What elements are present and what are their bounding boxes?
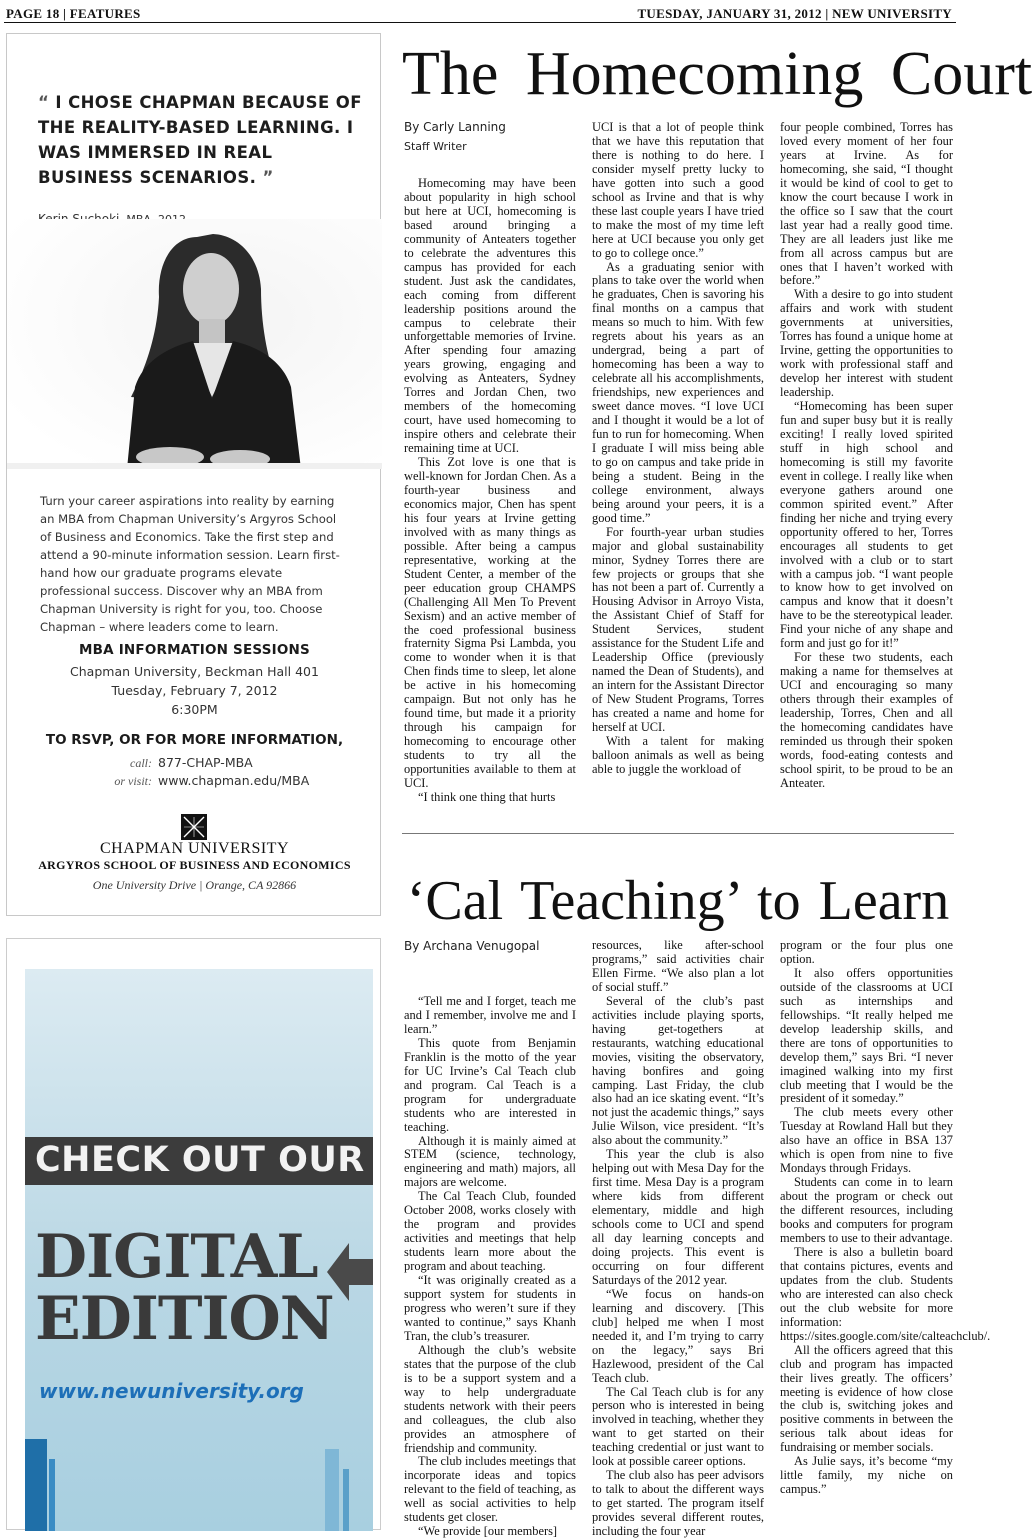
chapman-advertisement[interactable] xyxy=(6,33,381,916)
paragraph: As a graduating senior with plans to take over the world when he graduates, Chen is savoring his final months on a campus that means so much to him. With few regrets about his years as an undergrad, being a part of homecoming has been a way to celebrate all his accomplishments, friendships, new experiences and sweet dance moves. “I love UCI and I thought it would be a lot of fun to run for homecoming. When I graduate I will miss being able to go on campus and take pride in being a student. Being in the college environment, always being around your peers, it is a good time.” xyxy=(592,259,764,525)
paragraph: All the officers agreed that this club and program has impacted their lives greatly. The officers’ meeting is evidence of how close the club is, switching jokes and positive comments in between the serious talk about ideas for fundraising or member socials. xyxy=(780,1342,953,1455)
page-section-label: PAGE 18 | FEATURES xyxy=(6,6,141,21)
paragraph: It also offers opportunities outside of the classrooms at UCI such as internships and fellowships. “It really helped me develop leadership skills, and there are tons of opportunities to develop them,” says Bri. “I never imagined walking into my first club meeting that I would be the president of it someday.” xyxy=(780,965,953,1106)
chapman-logo-icon xyxy=(181,814,207,840)
newuniversity-url-link[interactable]: www.newuniversity.org xyxy=(39,1379,304,1403)
paragraph: With a desire to go into student affairs and work with student governments at universities, Torres has found a unique home at Irvine, getting the opportunities to work with professional staff and develop her interest with student leadership. xyxy=(780,287,953,400)
check-out-heading: CHECK OUT OUR xyxy=(35,1140,365,1180)
paragraph: The Cal Teach Club, founded October 2008, works closely with the program and provides activities and meetings that help students learn more about the program and about teaching. xyxy=(404,1189,576,1274)
cal-teach-headline: ‘Cal Teaching’ to Learn xyxy=(406,870,950,932)
paragraph: This Zot love is one that is well-known for Jordan Chen. As a fourth-year business and economics major, Chen has spent his four years at Irvine getting involved with as many things as possible. After being a campus representative, working at the Student Center, a member of the peer education group CHAMPS (Challenging All Men To Prevent Sexism) and an active member of the coed professional business fraternity Sigma Psi Lambda, you come to wonder when it is that Chen finds time to sleep, let alone be active in his homecoming campaign. But not only has he found time, but made it a priority through his campaign for homecoming to encourage other students to try all the opportunities available to them at UCI. xyxy=(404,455,576,790)
header-rule xyxy=(4,22,956,23)
sessions-date: Tuesday, February 7, 2012 xyxy=(111,683,278,698)
homecoming-headline: The Homecoming Court xyxy=(402,40,1032,108)
sessions-location: Chapman University, Beckman Hall 401 xyxy=(70,664,319,679)
cal-teach-column-2 xyxy=(592,938,764,1539)
rsvp-heading: TO RSVP, OR FOR MORE INFORMATION, xyxy=(45,732,344,748)
edition-heading: EDITION xyxy=(35,1284,334,1354)
article-divider xyxy=(402,833,954,834)
chapman-address: One University Drive | Orange, CA 92866 xyxy=(92,878,297,892)
homecoming-byline: By Carly Lanning xyxy=(404,120,506,134)
digital-edition-advertisement[interactable] xyxy=(6,938,381,1530)
sessions-heading: MBA INFORMATION SESSIONS xyxy=(79,642,310,658)
homecoming-column-3 xyxy=(780,121,953,794)
chapman-university-name: CHAPMAN UNIVERSITY xyxy=(99,840,289,857)
phone-number[interactable]: 877-CHAP-MBA xyxy=(158,755,253,770)
web-contact xyxy=(97,773,309,789)
paragraph: “We focus on hands-on learning and discovery. [This club] helped me when I most needed it, and I’m trying to carry on the legacy,” says Bri Hazlewood, president of the Cal Teach club. xyxy=(592,1286,764,1385)
call-label: call: xyxy=(130,756,152,770)
paragraph: four people combined, Torres has loved every moment of her four years at Irvine. As for homecoming, she said, “I thought it would be kind of cool to get to know the court because I work in the office so I saw that the court last year had a really good time. They are all leaders just like me from all across campus but are ones that I haven’t worked with before.” xyxy=(780,120,953,288)
sessions-time: 6:30PM xyxy=(171,702,218,717)
paragraph: The Cal Teach club is for any person who is interested in being involved in teaching, whether they want to get started on their teaching credential or just want to look at possible career options. xyxy=(592,1384,764,1469)
digital-heading: DIGITAL xyxy=(35,1222,318,1292)
cal-teach-byline: By Archana Venugopal xyxy=(404,939,540,953)
paragraph: As Julie says, it’s become “my little family, my niche on campus.” xyxy=(780,1454,953,1497)
paragraph: Although the club’s website states that the purpose of the club is to be a support system and a way to help undergraduate students network with their peers and colleagues, the club also provides an atmosphere of friendship and community. xyxy=(404,1342,576,1455)
paragraph: For fourth-year urban studies major and global sustainability minor, Sydney Torres there are few projects or groups that she has not been a part of. Currently a Housing Advisor in Arroyo Vista, the Assistant Chief of Staff for Student Services, student assistance for the Student Life and Leadership Office (previously named the Dean of Students), and an intern for the Assistant Director of New Student Programs, Torres has created a name and home for herself at UCI. xyxy=(592,524,764,734)
paragraph: The club also has peer advisors to talk to about the different ways to get started. The program itself provides several different routes, including the four year xyxy=(592,1468,764,1539)
chapman-url-link[interactable]: www.chapman.edu/MBA xyxy=(158,773,310,788)
phone-contact xyxy=(97,755,253,771)
digital-ad-panel xyxy=(25,969,373,1531)
ad-quote-text: I CHOSE CHAPMAN BECAUSE OF THE REALITY-BASED LEARNING. I WAS IMMERSED IN REAL BUSINESS SCENARIOS. xyxy=(38,93,362,187)
paragraph: resources, like after-school programs,” said activities chair Ellen Firme. “We also plan a lot of social stuff.” xyxy=(592,938,764,994)
testimonial-portrait-photo xyxy=(7,219,382,469)
paragraph: UCI is that a lot of people think that we have this reputation that there is nothing to do here. I consider myself pretty lucky to have gotten into such a good school as Irvine and that is why these last couple years I have tried to make the most of my time left here at UCI because you only get to go to college once.” xyxy=(592,120,764,260)
issue-date-label: TUESDAY, JANUARY 31, 2012 | NEW UNIVERSITY xyxy=(637,6,952,21)
close-quote-mark: ” xyxy=(262,168,274,187)
business-school-name: ARGYROS SCHOOL OF BUSINESS AND ECONOMICS xyxy=(38,858,351,872)
homecoming-author-role: Staff Writer xyxy=(404,140,467,153)
paragraph: Homecoming may have been about popularity in high school but here at UCI, homecoming is based around bringing a community of Anteaters together to celebrate the adventures this campus has provided for each student. Just ask the candidates, each coming from different leadership positions around the campus to celebrate their unforgettable memories of Irvine. After spending four amazing years growing, engaging and evolving as Anteaters, Sydney Torres and Jordan Chen, two members of the homecoming court, have used homecoming to inspire others and celebrate their remaining time at UCI. xyxy=(404,176,576,456)
arrow-left-icon xyxy=(327,1237,373,1307)
decorative-bars xyxy=(25,1439,373,1531)
paragraph: For these two students, each making a name for themselves at UCI and encouraging so many others through their examples of leadership, Torres, Chen and all the homecoming candidates have reminded us through their spoken words, food-eating contests and school spirit, to be proud to be an Anteater. xyxy=(780,650,953,790)
paragraph: “Tell me and I forget, teach me and I remember, involve me and I learn.” xyxy=(404,994,576,1036)
visit-label: or visit: xyxy=(114,774,152,788)
paragraph: Students can come in to learn about the program or check out the different resources, including books and computers for program members to use to their advantage. xyxy=(780,1175,953,1246)
paragraph: There is also a bulletin board that contains pictures, events and updates from the club. Students who are interested can also check out the club website for more information: https://sites.google.com/site/calteachclub/. xyxy=(780,1244,991,1343)
paragraph: “I think one thing that hurts xyxy=(418,789,556,804)
paragraph: program or the four plus one option. xyxy=(780,938,953,966)
paragraph: “We provide [our members] xyxy=(418,1524,558,1539)
paragraph: This quote from Benjamin Franklin is the motto of the year for UC Irvine’s Cal Teach club and program. Cal Teach is a program for undergraduate students who are interested in teaching. xyxy=(404,1035,576,1134)
paragraph: Several of the club’s past activities include playing sports, having get-togethers at restaurants, watching educational movies, visiting the observatory, having bonfires and going camping. Last Friday, the club also had an ice skating event. “It’s not just the academic things,” says Julie Wilson, vice president. “It’s also about the community.” xyxy=(592,993,764,1148)
paragraph: With a talent for making balloon animals as well as being able to juggle the workload of xyxy=(592,733,764,776)
paragraph: The club meets every other Tuesday at Rowland Hall but they also have an office in BSA 137 which is open from nine to five Mondays through Fridays. xyxy=(780,1105,953,1176)
ad-body-copy: Turn your career aspirations into reality by earning an MBA from Chapman University’s Argyros School of Business and Economics. Take the first step and attend a 90-minute information session. Learn first-hand how our graduate programs elevate professional success. Discover why an MBA from Chapman University is right for you, too. Choose Chapman – where leaders come to learn. xyxy=(40,494,340,634)
paragraph: The club includes meetings that incorporate ideas and topics relevant to the field of teaching, as well as social activities to help students get closer. xyxy=(404,1454,576,1525)
homecoming-column-1 xyxy=(404,176,576,804)
cal-teach-column-3 xyxy=(780,938,991,1530)
ad-testimonial-quote xyxy=(38,90,368,190)
paragraph: “Homecoming has been super fun and super busy but it is really exciting! I really loved spirited stuff in high school and homecoming is still my favorite event in college. I really like when everyone gathers around one common spirited event.” After finding her niche and trying every opportunity offered to her, Torres encourages all students to get involved with a club or to start with a campus job. “I want people to know how to get involved on campus and know that it doesn’t have to be the stereotypical leader. Find your niche of any shape and form and just go for it!” xyxy=(780,399,953,651)
open-quote-mark: “ xyxy=(38,93,50,112)
paragraph: “It was originally created as a support system for students in progress who weren’t sure if they wanted to continue,” says Khanh Tran, the club’s treasurer. xyxy=(404,1273,576,1343)
cal-teach-column-1 xyxy=(404,994,576,1539)
homecoming-column-2 xyxy=(592,121,764,794)
paragraph: This year the club is also helping out with Mesa Day for the first time. Mesa Day is a program where kids from different elementary, middle and high schools come to UCI and spend all day learning concepts and doing projects. This event is occurring on four different Saturdays of the 2012 year. xyxy=(592,1147,764,1287)
paragraph: Although it is mainly aimed at STEM (science, technology, engineering and math) majors, all majors are welcome. xyxy=(404,1133,576,1190)
